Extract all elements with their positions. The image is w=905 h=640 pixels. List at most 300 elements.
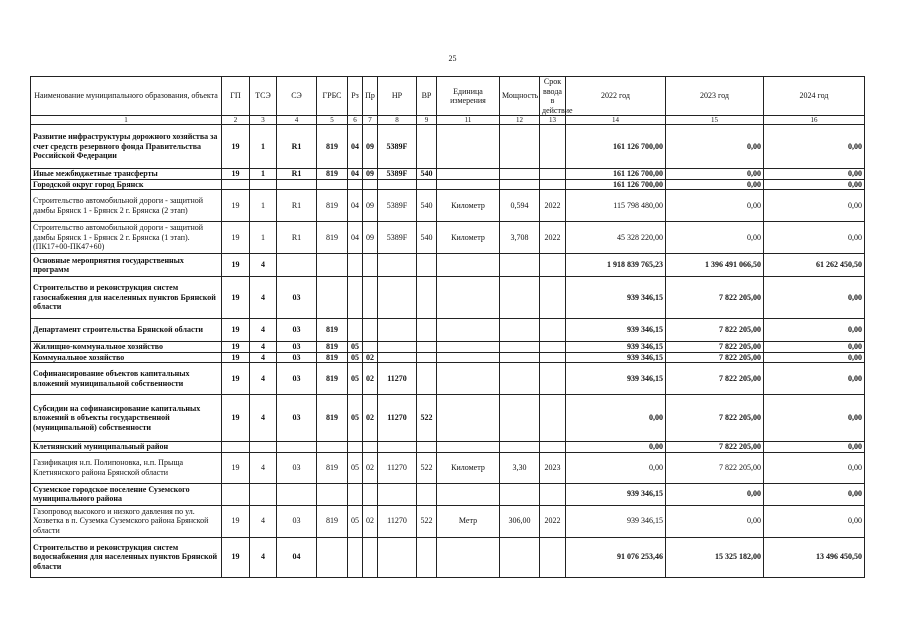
nr-cell [378, 442, 417, 453]
object-name-cell: Департамент строительства Брянской области [31, 319, 222, 342]
unit-cell [437, 169, 500, 180]
pr-cell [363, 179, 378, 190]
amount-2022-cell: 939 346,15 [566, 342, 666, 353]
pr-cell: 09 [363, 222, 378, 254]
amount-2023-cell: 15 325 182,00 [666, 537, 764, 577]
table-row [31, 452, 865, 483]
se-cell: 03 [277, 363, 317, 395]
object-name-cell: Газификация н.п. Полипоновка, н.п. Прыща Клетнянского района Брянской области [31, 452, 222, 483]
rz-cell: 04 [348, 169, 363, 180]
pr-cell: 02 [363, 452, 378, 483]
term-cell [540, 363, 566, 395]
tse-cell: 4 [250, 342, 277, 353]
tse-cell: 4 [250, 537, 277, 577]
grbs-cell: 819 [317, 125, 348, 169]
power-cell [500, 537, 540, 577]
amount-2024-cell: 0,00 [764, 352, 865, 363]
table-row [31, 169, 865, 180]
rz-cell: 05 [348, 452, 363, 483]
amount-2024-cell: 0,00 [764, 277, 865, 319]
amount-2024-cell: 0,00 [764, 190, 865, 222]
gp-cell: 19 [222, 254, 250, 277]
grbs-cell: 819 [317, 363, 348, 395]
se-cell: R1 [277, 125, 317, 169]
power-cell [500, 442, 540, 453]
grbs-cell: 819 [317, 222, 348, 254]
unit-cell [437, 352, 500, 363]
column-number: 7 [363, 116, 378, 125]
pr-cell: 02 [363, 363, 378, 395]
se-cell: 03 [277, 395, 317, 442]
rz-cell [348, 483, 363, 505]
object-name-cell: Субсидии на софинансирование капитальных вложений в объекты государственной (муниципальной) собственности [31, 395, 222, 442]
table-row [31, 363, 865, 395]
term-cell [540, 277, 566, 319]
pr-cell [363, 319, 378, 342]
term-cell [540, 352, 566, 363]
amount-2024-cell: 0,00 [764, 222, 865, 254]
term-cell: 2022 [540, 222, 566, 254]
amount-2022-cell: 161 126 700,00 [566, 179, 666, 190]
amount-2022-cell: 939 346,15 [566, 352, 666, 363]
power-cell [500, 352, 540, 363]
rz-cell: 04 [348, 190, 363, 222]
table-row [31, 190, 865, 222]
vr-cell: 540 [417, 169, 437, 180]
gp-cell: 19 [222, 452, 250, 483]
tse-cell: 4 [250, 352, 277, 363]
amount-2022-cell: 161 126 700,00 [566, 125, 666, 169]
header-cell: НР [378, 77, 417, 116]
power-cell [500, 179, 540, 190]
pr-cell: 09 [363, 125, 378, 169]
grbs-cell: 819 [317, 395, 348, 442]
header-cell: Единица измерения [437, 77, 500, 116]
se-cell: 03 [277, 319, 317, 342]
header-cell: ВР [417, 77, 437, 116]
gp-cell: 19 [222, 190, 250, 222]
vr-cell: 522 [417, 452, 437, 483]
column-number: 12 [500, 116, 540, 125]
term-cell: 2022 [540, 190, 566, 222]
amount-2022-cell: 0,00 [566, 452, 666, 483]
object-name-cell: Развитие инфраструктуры дорожного хозяйства за счет средств резервного фонда Правительства Российской Федерации [31, 125, 222, 169]
nr-cell: 5389F [378, 222, 417, 254]
term-cell [540, 483, 566, 505]
tse-cell: 4 [250, 505, 277, 537]
power-cell [500, 125, 540, 169]
term-cell: 2022 [540, 505, 566, 537]
tse-cell: 4 [250, 363, 277, 395]
amount-2023-cell: 0,00 [666, 179, 764, 190]
grbs-cell: 819 [317, 352, 348, 363]
unit-cell [437, 319, 500, 342]
se-cell: 03 [277, 505, 317, 537]
header-cell: 2023 год [666, 77, 764, 116]
unit-cell [437, 342, 500, 353]
rz-cell [348, 179, 363, 190]
gp-cell [222, 483, 250, 505]
tse-cell: 1 [250, 125, 277, 169]
pr-cell: 09 [363, 169, 378, 180]
se-cell: R1 [277, 169, 317, 180]
rz-cell [348, 277, 363, 319]
grbs-cell: 819 [317, 169, 348, 180]
amount-2023-cell: 7 822 205,00 [666, 342, 764, 353]
power-cell [500, 254, 540, 277]
pr-cell [363, 277, 378, 319]
rz-cell: 04 [348, 125, 363, 169]
gp-cell: 19 [222, 277, 250, 319]
table-row [31, 483, 865, 505]
header-cell: Срок ввода в действие [540, 77, 566, 116]
unit-cell [437, 277, 500, 319]
power-cell [500, 363, 540, 395]
amount-2022-cell: 0,00 [566, 442, 666, 453]
nr-cell: 5389F [378, 125, 417, 169]
amount-2022-cell: 939 346,15 [566, 277, 666, 319]
amount-2024-cell: 0,00 [764, 363, 865, 395]
nr-cell [378, 179, 417, 190]
term-cell: 2023 [540, 452, 566, 483]
object-name-cell: Строительство и реконструкция систем газоснабжения для населенных пунктов Брянской области [31, 277, 222, 319]
pr-cell [363, 442, 378, 453]
object-name-cell: Коммунальное хозяйство [31, 352, 222, 363]
column-number-row [31, 116, 865, 125]
header-cell: 2022 год [566, 77, 666, 116]
table-row [31, 254, 865, 277]
amount-2024-cell: 0,00 [764, 452, 865, 483]
vr-cell [417, 179, 437, 190]
amount-2023-cell: 0,00 [666, 222, 764, 254]
grbs-cell: 819 [317, 319, 348, 342]
tse-cell [250, 442, 277, 453]
vr-cell: 522 [417, 395, 437, 442]
header-cell: Пр [363, 77, 378, 116]
rz-cell [348, 442, 363, 453]
amount-2024-cell: 0,00 [764, 342, 865, 353]
object-name-cell: Иные межбюджетные трансферты [31, 169, 222, 180]
header-cell: Наименование муниципального образования, объекта [31, 77, 222, 116]
rz-cell: 05 [348, 505, 363, 537]
column-number: 14 [566, 116, 666, 125]
vr-cell [417, 363, 437, 395]
tse-cell: 4 [250, 277, 277, 319]
amount-2023-cell: 7 822 205,00 [666, 277, 764, 319]
term-cell [540, 395, 566, 442]
vr-cell [417, 442, 437, 453]
amount-2023-cell: 7 822 205,00 [666, 442, 764, 453]
rz-cell: 04 [348, 222, 363, 254]
column-number: 16 [764, 116, 865, 125]
unit-cell: Километр [437, 222, 500, 254]
rz-cell: 05 [348, 363, 363, 395]
grbs-cell: 819 [317, 505, 348, 537]
column-number: 9 [417, 116, 437, 125]
amount-2022-cell: 1 918 839 765,23 [566, 254, 666, 277]
amount-2022-cell: 115 798 480,00 [566, 190, 666, 222]
se-cell [277, 442, 317, 453]
amount-2024-cell: 0,00 [764, 505, 865, 537]
unit-cell [437, 254, 500, 277]
nr-cell [378, 277, 417, 319]
vr-cell [417, 254, 437, 277]
rz-cell [348, 254, 363, 277]
gp-cell: 19 [222, 222, 250, 254]
nr-cell: 11270 [378, 505, 417, 537]
table-row [31, 277, 865, 319]
vr-cell [417, 342, 437, 353]
object-name-cell: Строительство автомобильной дороги - защитной дамбы Брянск 1 - Брянск 2 г. Брянска (1 этап). (ПК17+00-ПК47+60) [31, 222, 222, 254]
nr-cell: 11270 [378, 452, 417, 483]
amount-2023-cell: 7 822 205,00 [666, 452, 764, 483]
amount-2022-cell: 161 126 700,00 [566, 169, 666, 180]
nr-cell [378, 342, 417, 353]
tse-cell: 4 [250, 319, 277, 342]
table-row [31, 319, 865, 342]
amount-2023-cell: 7 822 205,00 [666, 319, 764, 342]
amount-2023-cell: 0,00 [666, 125, 764, 169]
table-row [31, 505, 865, 537]
page-number: 25 [448, 54, 457, 63]
vr-cell: 540 [417, 190, 437, 222]
pr-cell [363, 483, 378, 505]
grbs-cell: 819 [317, 452, 348, 483]
unit-cell [437, 125, 500, 169]
amount-2023-cell: 7 822 205,00 [666, 363, 764, 395]
amount-2023-cell: 0,00 [666, 190, 764, 222]
header-cell: Мощность [500, 77, 540, 116]
gp-cell: 19 [222, 125, 250, 169]
vr-cell [417, 319, 437, 342]
nr-cell [378, 352, 417, 363]
object-name-cell: Клетнянский муниципальный район [31, 442, 222, 453]
object-name-cell: Софинансирование объектов капитальных вложений муниципальной собственности [31, 363, 222, 395]
column-number: 11 [437, 116, 500, 125]
power-cell [500, 483, 540, 505]
unit-cell: Километр [437, 190, 500, 222]
header-cell: ГРБС [317, 77, 348, 116]
amount-2022-cell: 0,00 [566, 395, 666, 442]
table-body [31, 125, 865, 578]
header-cell: СЭ [277, 77, 317, 116]
power-cell [500, 169, 540, 180]
column-number: 6 [348, 116, 363, 125]
amount-2022-cell: 45 328 220,00 [566, 222, 666, 254]
power-cell [500, 319, 540, 342]
pr-cell: 02 [363, 505, 378, 537]
se-cell: 04 [277, 537, 317, 577]
vr-cell [417, 537, 437, 577]
gp-cell: 19 [222, 352, 250, 363]
nr-cell [378, 537, 417, 577]
se-cell: 03 [277, 352, 317, 363]
column-number: 13 [540, 116, 566, 125]
se-cell [277, 483, 317, 505]
power-cell: 306,00 [500, 505, 540, 537]
object-name-cell: Строительство и реконструкция систем водоснабжения для населенных пунктов Брянской области [31, 537, 222, 577]
column-number: 2 [222, 116, 250, 125]
pr-cell [363, 537, 378, 577]
object-name-cell: Газопровод высокого и низкого давления по ул. Хозветка в п. Суземка Суземского района Брянской области [31, 505, 222, 537]
unit-cell [437, 483, 500, 505]
gp-cell: 19 [222, 363, 250, 395]
se-cell: 03 [277, 342, 317, 353]
gp-cell: 19 [222, 395, 250, 442]
tse-cell: 4 [250, 452, 277, 483]
gp-cell: 19 [222, 319, 250, 342]
gp-cell [222, 179, 250, 190]
unit-cell [437, 442, 500, 453]
pr-cell [363, 254, 378, 277]
se-cell: 03 [277, 452, 317, 483]
amount-2024-cell: 13 496 450,50 [764, 537, 865, 577]
amount-2022-cell: 91 076 253,46 [566, 537, 666, 577]
amount-2023-cell: 0,00 [666, 505, 764, 537]
grbs-cell [317, 254, 348, 277]
rz-cell [348, 319, 363, 342]
tse-cell: 4 [250, 254, 277, 277]
table-row [31, 222, 865, 254]
header-row [31, 77, 865, 116]
vr-cell: 522 [417, 505, 437, 537]
term-cell [540, 442, 566, 453]
tse-cell: 1 [250, 169, 277, 180]
tse-cell [250, 483, 277, 505]
se-cell [277, 179, 317, 190]
amount-2023-cell: 7 822 205,00 [666, 395, 764, 442]
table-row [31, 342, 865, 353]
grbs-cell [317, 537, 348, 577]
power-cell [500, 342, 540, 353]
amount-2023-cell: 1 396 491 066,50 [666, 254, 764, 277]
table-row [31, 125, 865, 169]
term-cell [540, 169, 566, 180]
amount-2022-cell: 939 346,15 [566, 483, 666, 505]
term-cell [540, 342, 566, 353]
pr-cell: 02 [363, 395, 378, 442]
object-name-cell: Строительство автомобильной дороги - защитной дамбы Брянск 1 - Брянск 2 г. Брянска (2 этап) [31, 190, 222, 222]
vr-cell [417, 483, 437, 505]
term-cell [540, 537, 566, 577]
header-cell: 2024 год [764, 77, 865, 116]
object-name-cell: Основные мероприятия государственных программ [31, 254, 222, 277]
amount-2024-cell: 0,00 [764, 125, 865, 169]
column-number: 15 [666, 116, 764, 125]
unit-cell: Километр [437, 452, 500, 483]
nr-cell [378, 319, 417, 342]
amount-2024-cell: 0,00 [764, 442, 865, 453]
amount-2024-cell: 61 262 450,50 [764, 254, 865, 277]
nr-cell: 5389F [378, 169, 417, 180]
vr-cell [417, 125, 437, 169]
amount-2023-cell: 7 822 205,00 [666, 352, 764, 363]
se-cell [277, 254, 317, 277]
grbs-cell [317, 179, 348, 190]
term-cell [540, 319, 566, 342]
amount-2022-cell: 939 346,15 [566, 363, 666, 395]
grbs-cell [317, 483, 348, 505]
se-cell: R1 [277, 190, 317, 222]
nr-cell [378, 254, 417, 277]
grbs-cell [317, 277, 348, 319]
unit-cell [437, 179, 500, 190]
table-row [31, 395, 865, 442]
object-name-cell: Суземское городское поселение Суземского муниципального района [31, 483, 222, 505]
rz-cell [348, 537, 363, 577]
vr-cell [417, 352, 437, 363]
unit-cell: Метр [437, 505, 500, 537]
column-number: 1 [31, 116, 222, 125]
pr-cell: 09 [363, 190, 378, 222]
unit-cell [437, 395, 500, 442]
power-cell: 3,30 [500, 452, 540, 483]
nr-cell: 11270 [378, 395, 417, 442]
power-cell [500, 277, 540, 319]
object-name-cell: Жилищно-коммунальное хозяйство [31, 342, 222, 353]
se-cell: R1 [277, 222, 317, 254]
amount-2024-cell: 0,00 [764, 483, 865, 505]
table-row [31, 537, 865, 577]
object-name-cell: Городской округ город Брянск [31, 179, 222, 190]
power-cell: 3,708 [500, 222, 540, 254]
amount-2023-cell: 0,00 [666, 169, 764, 180]
vr-cell: 540 [417, 222, 437, 254]
grbs-cell: 819 [317, 342, 348, 353]
term-cell [540, 254, 566, 277]
column-number: 8 [378, 116, 417, 125]
header-cell: Рз [348, 77, 363, 116]
grbs-cell: 819 [317, 190, 348, 222]
table-row [31, 352, 865, 363]
amount-2024-cell: 0,00 [764, 169, 865, 180]
term-cell [540, 179, 566, 190]
unit-cell [437, 363, 500, 395]
amount-2022-cell: 939 346,15 [566, 319, 666, 342]
table-row [31, 179, 865, 190]
power-cell: 0,594 [500, 190, 540, 222]
nr-cell: 5389F [378, 190, 417, 222]
nr-cell [378, 483, 417, 505]
table-row [31, 442, 865, 453]
column-number: 3 [250, 116, 277, 125]
power-cell [500, 395, 540, 442]
header-cell: ТСЭ [250, 77, 277, 116]
amount-2024-cell: 0,00 [764, 395, 865, 442]
header-cell: ГП [222, 77, 250, 116]
tse-cell: 1 [250, 190, 277, 222]
tse-cell [250, 179, 277, 190]
vr-cell [417, 277, 437, 319]
gp-cell: 19 [222, 537, 250, 577]
term-cell [540, 125, 566, 169]
rz-cell: 05 [348, 342, 363, 353]
rz-cell: 05 [348, 395, 363, 442]
pr-cell: 02 [363, 352, 378, 363]
unit-cell [437, 537, 500, 577]
grbs-cell [317, 442, 348, 453]
rz-cell: 05 [348, 352, 363, 363]
amount-2024-cell: 0,00 [764, 319, 865, 342]
budget-table [30, 76, 865, 578]
tse-cell: 1 [250, 222, 277, 254]
amount-2022-cell: 939 346,15 [566, 505, 666, 537]
gp-cell: 19 [222, 169, 250, 180]
amount-2024-cell: 0,00 [764, 179, 865, 190]
column-number: 5 [317, 116, 348, 125]
nr-cell: 11270 [378, 363, 417, 395]
tse-cell: 4 [250, 395, 277, 442]
